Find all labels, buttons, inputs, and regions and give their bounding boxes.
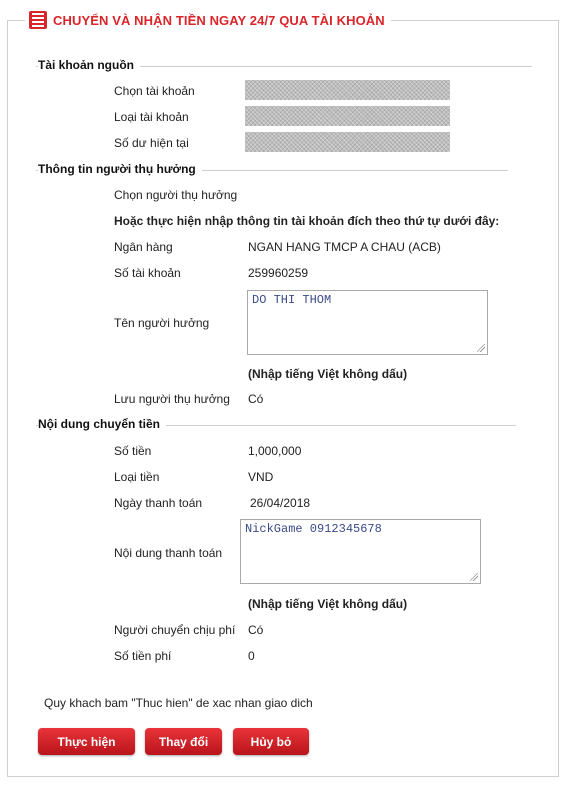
payment-date-label: Ngày thanh toán [114, 496, 203, 510]
choose-account-masked[interactable] [245, 80, 450, 100]
bank-value: NGAN HANG TMCP A CHAU (ACB) [248, 240, 441, 254]
fee-amount-value: 0 [248, 649, 255, 663]
account-number-label: Số tài khoản [114, 266, 181, 280]
beneficiary-name-hint: (Nhập tiếng Việt không dấu) [248, 367, 408, 381]
payment-date-value: 26/04/2018 [250, 496, 311, 510]
save-beneficiary-value: Có [248, 392, 264, 406]
payment-memo-label: Nội dung thanh toán [114, 546, 223, 560]
choose-account-label: Chọn tài khoản [114, 84, 195, 98]
resize-handle-icon[interactable] [477, 344, 485, 352]
payment-memo-text: NickGame 0912345678 [245, 522, 382, 536]
beneficiary-name-textarea[interactable] [247, 290, 488, 355]
payment-memo-hint: (Nhập tiếng Việt không dấu) [248, 597, 408, 611]
account-type-masked [245, 106, 450, 126]
change-button[interactable]: Thay đổi [145, 728, 222, 755]
fee-payer-label: Người chuyển chịu phí [114, 623, 236, 637]
resize-handle-icon[interactable] [470, 573, 478, 581]
beneficiary-name-text: DO THI THOM [252, 293, 332, 307]
source-account-heading: Tài khoản nguồn [38, 58, 140, 72]
beneficiary-heading: Thông tin người thụ hưởng [38, 162, 202, 176]
beneficiary-name-label: Tên người hưởng [114, 316, 210, 330]
list-icon [29, 11, 47, 29]
account-type-label: Loại tài khoản [114, 110, 189, 124]
transfer-content-heading: Nội dung chuyển tiền [38, 417, 166, 431]
currency-value: VND [248, 470, 274, 484]
balance-masked [245, 132, 450, 152]
choose-beneficiary-label[interactable]: Chọn người thụ hưởng [114, 188, 238, 202]
fee-amount-label: Số tiền phí [114, 649, 172, 663]
panel-header [25, 9, 391, 31]
save-beneficiary-label: Lưu người thụ hưởng [114, 392, 230, 406]
currency-label: Loại tiền [114, 470, 160, 484]
account-number-value: 259960259 [248, 266, 309, 280]
balance-label: Số dư hiện tại [114, 136, 189, 150]
beneficiary-instruction: Hoặc thực hiện nhập thông tin tài khoản đích theo thứ tự dưới đây: [114, 214, 500, 228]
amount-label: Số tiền [114, 444, 152, 458]
bank-label: Ngân hàng [114, 240, 173, 254]
payment-memo-textarea[interactable] [240, 519, 481, 584]
cancel-button[interactable]: Hủy bỏ [233, 728, 309, 755]
submit-button[interactable]: Thực hiện [38, 728, 135, 755]
confirm-note: Quy khach bam "Thuc hien" de xac nhan giao dich [44, 696, 313, 710]
fee-payer-value: Có [248, 623, 264, 637]
amount-value: 1,000,000 [248, 444, 302, 458]
page-title: CHUYỂN VÀ NHẬN TIỀN NGAY 24/7 QUA TÀI KHOẢN [53, 12, 385, 28]
